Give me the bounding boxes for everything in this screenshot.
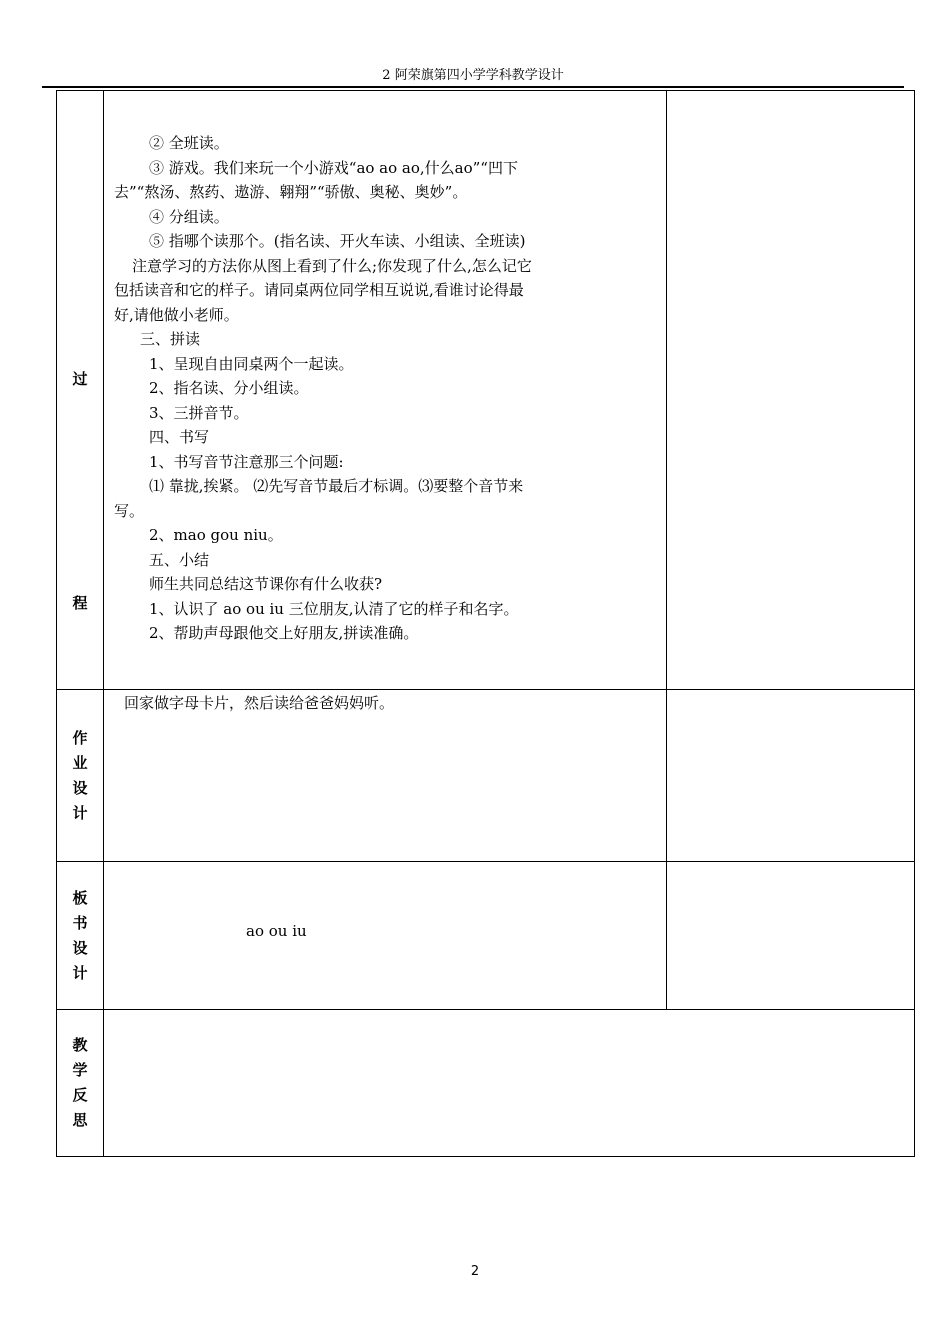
homework-label-char: 计 [72, 803, 88, 822]
homework-content-cell [104, 690, 667, 862]
homework-notes-cell [667, 690, 915, 862]
process-content-cell [104, 91, 667, 690]
process-line: ⑴ 靠拢,挨紧。 ⑵先写音节最后才标调。⑶要整个音节来 [149, 477, 524, 495]
reflection-content-cell [104, 1010, 915, 1157]
homework-row [57, 690, 915, 862]
board-row [57, 862, 915, 1010]
process-label-top: 过 [72, 370, 88, 388]
homework-label-char: 作 [72, 728, 88, 747]
process-row [57, 91, 915, 690]
process-line: ② 全班读。 [149, 134, 229, 152]
board-label-cell [57, 862, 104, 1010]
lesson-plan-table [56, 90, 915, 1157]
board-label-char: 书 [72, 913, 88, 932]
reflection-label-cell [57, 1010, 104, 1157]
homework-label-char: 业 [72, 753, 88, 772]
process-line: 3、三拼音节。 [149, 403, 249, 422]
reflection-label-char: 教 [72, 1036, 88, 1054]
process-label-bottom: 程 [72, 594, 88, 612]
homework-text: 回家做字母卡片，然后读给爸爸妈妈听。 [124, 694, 395, 712]
process-line: 四、书写 [149, 428, 210, 446]
page-number: 2 [470, 1264, 480, 1279]
board-label-char: 计 [72, 963, 88, 982]
process-line: 2、帮助声母跟他交上好朋友,拼读准确。 [149, 624, 419, 642]
homework-label-cell [57, 690, 104, 862]
homework-label-char: 设 [72, 778, 88, 797]
process-line: 包括读音和它的样子。请同桌两位同学相互说说,看谁讨论得最 [114, 281, 524, 299]
board-notes-cell [667, 862, 915, 1010]
process-notes-cell [667, 91, 915, 690]
process-line: 1、书写音节注意那三个问题: [149, 452, 344, 471]
process-line: 去”“熬汤、熬药、遨游、翱翔”“骄傲、奥秘、奥妙”。 [114, 183, 468, 201]
process-line: 三、拼读 [140, 330, 201, 348]
reflection-label-char: 反 [72, 1086, 88, 1104]
process-line: 2、指名读、分小组读。 [149, 379, 309, 397]
process-line: 2、mao gou niu。 [149, 526, 283, 544]
process-line: 注意学习的方法你从图上看到了什么;你发现了什么,怎么记它 [132, 256, 532, 275]
process-line: 1、呈现自由同桌两个一起读。 [149, 354, 354, 373]
process-label-cell [57, 91, 104, 690]
process-line: 写。 [114, 501, 145, 520]
process-line: 五、小结 [149, 550, 210, 569]
reflection-label-char: 思 [72, 1111, 88, 1129]
process-line: ⑤ 指哪个读那个。(指名读、开火车读、小组读、全班读) [149, 232, 526, 250]
board-label-char: 板 [72, 888, 88, 907]
process-line: 好,请他做小老师。 [114, 305, 239, 324]
process-line: 1、认识了 ao ou iu 三位朋友,认清了它的样子和名字。 [149, 599, 519, 618]
board-label-char: 设 [72, 938, 88, 957]
process-line: ③ 游戏。我们来玩一个小游戏“ao ao ao,什么ao”“凹下 [149, 158, 518, 177]
page-header: 2 阿荣旗第四小学学科教学设计 [382, 68, 564, 83]
board-content-cell [104, 862, 667, 1010]
header-rule [42, 86, 904, 88]
reflection-label-char: 学 [72, 1061, 88, 1079]
process-line: ④ 分组读。 [149, 207, 229, 226]
process-line: 师生共同总结这节课你有什么收获? [149, 575, 383, 593]
board-text: ao ou iu [246, 922, 307, 940]
reflection-row [57, 1010, 915, 1157]
